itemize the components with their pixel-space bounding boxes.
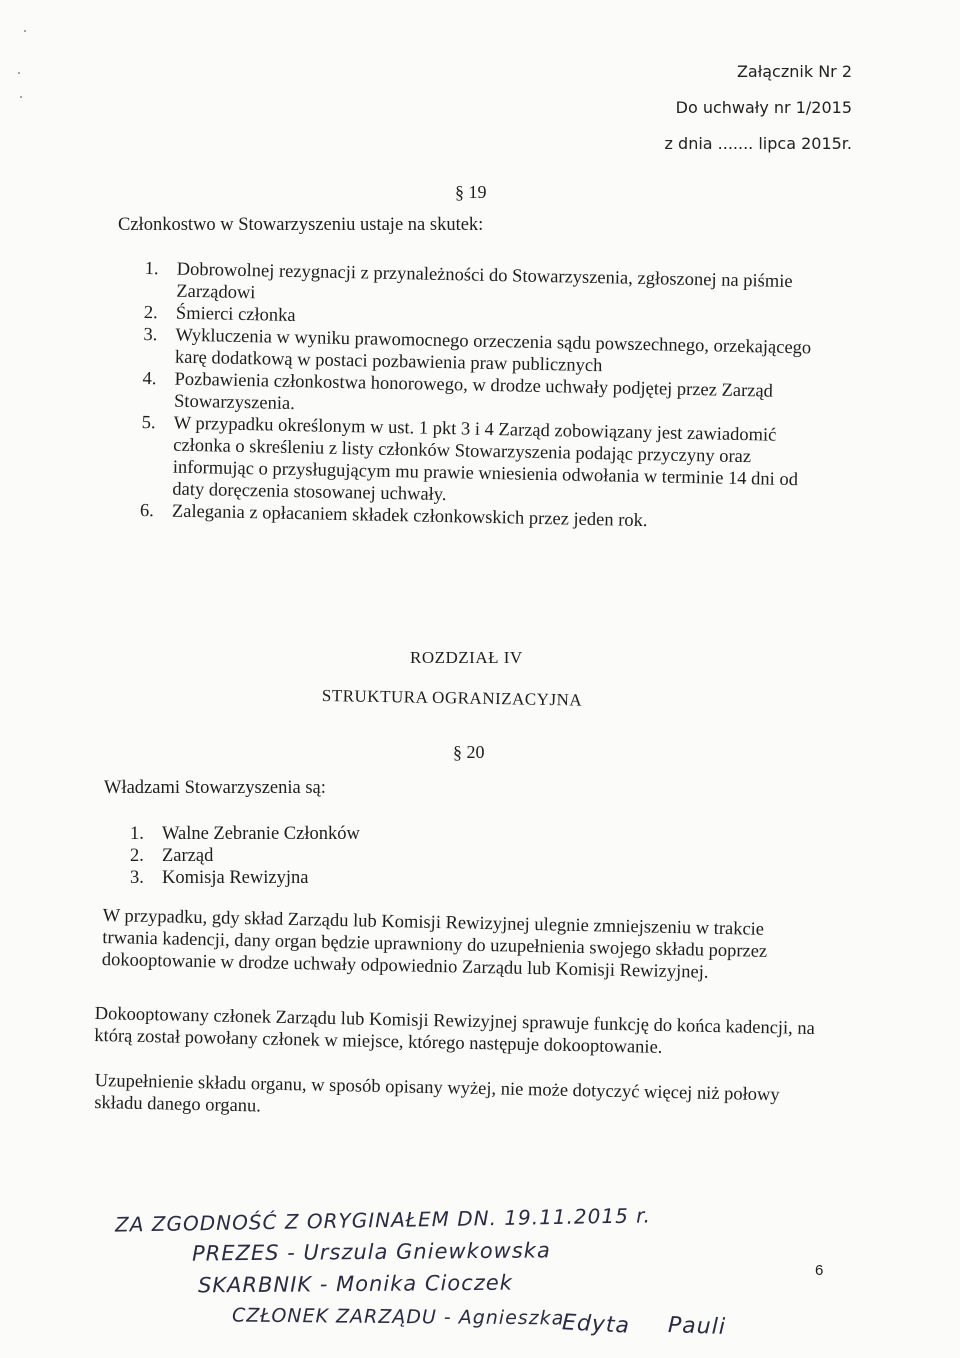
list-number: 4. <box>142 368 157 390</box>
section-20-list <box>130 823 530 889</box>
scan-speck <box>20 96 22 98</box>
list-text: Wykluczenia w wyniku prawomocnego orzeczenia sądu powszechnego, orzekającego karę dodatkową w postaci pozbawienia praw publicznych <box>174 325 812 377</box>
section-19-heading: § 19 <box>455 182 487 202</box>
list-text: Śmierci członka <box>175 303 296 327</box>
resolution-number: Do uchwały nr 1/2015 <box>675 98 852 117</box>
list-number: 2. <box>130 846 144 866</box>
chapter-title: ROZDZIAŁ IV <box>410 648 523 667</box>
paragraph-replacement: W przypadku, gdy skład Zarządu lub Komisji Rewizyjnej ulegnie zmniejszeniu w trakcie trwania kadencji, dany organ będzie uprawniony do uzupełnienia swojego składu poprzez dokooptowanie w drodze uchwały odpowiednio Zarządu lub Komisji Rewizyjnej. <box>101 905 768 983</box>
list-number: 3. <box>130 868 144 888</box>
page-number: 6 <box>815 1262 824 1279</box>
list-number: 6. <box>139 500 154 522</box>
list-text: Walne Zebranie Członków <box>162 824 360 844</box>
list-number: 1. <box>130 824 144 844</box>
list-item <box>130 867 530 889</box>
section-20-intro: Władzami Stowarzyszenia są: <box>104 778 326 798</box>
scan-speck <box>18 72 20 74</box>
handwritten-signature-board-member: CZŁONEK ZARZĄDU - Agnieszka <box>231 1304 565 1330</box>
handwritten-signature-president: PREZES - Urszula Gniewkowska <box>191 1238 551 1266</box>
paragraph-coopted-member: Dokooptowany członek Zarządu lub Komisji Rewizyjnej sprawuje funkcję do końca kadencji, na którą został powołany członek w miejsce, którego następuje dokooptowanie. <box>94 1003 816 1058</box>
list-item <box>130 823 530 845</box>
handwritten-signature-treasurer: SKARBNIK - Monika Cioczek <box>197 1270 513 1298</box>
section-19-intro: Członkostwo w Stowarzyszeniu ustaje na skutek: <box>118 215 484 235</box>
handwritten-certification: ZA ZGODNOŚĆ Z ORYGINAŁEM DN. 19.11.2015 r. <box>114 1203 652 1237</box>
scan-speck <box>24 30 26 32</box>
paragraph-limit: Uzupełnienie składu organu, w sposób opisany wyżej, nie może dotyczyć więcej niż połowy składu danego organu. <box>94 1070 780 1117</box>
handwritten-signature: Pauli <box>667 1312 727 1341</box>
list-text: Dobrowolnej rezygnacji z przynależności do Stowarzyszenia, zgłoszonej na piśmie Zarządowi <box>176 259 793 304</box>
list-item <box>140 412 817 514</box>
list-item <box>130 845 530 867</box>
section-20-heading: § 20 <box>453 742 485 762</box>
list-text: Zarząd <box>162 846 214 866</box>
list-text: Pozbawienia członkostwa honorowego, w drodze uchwały podjętej przez Zarząd Stowarzyszenia. <box>173 369 774 415</box>
list-text: Komisja Rewizyjna <box>162 868 309 888</box>
list-number: 5. <box>141 412 156 434</box>
section-19-list <box>140 258 820 535</box>
resolution-date: z dnia ....... lipca 2015r. <box>664 134 852 153</box>
list-text: Zalegania z opłacaniem składek członkowskich przez jeden rok. <box>171 501 648 532</box>
list-number: 3. <box>143 324 158 346</box>
list-text: W przypadku określonym w ust. 1 pkt 3 i 4 Zarząd zobowiązany jest zawiadomić członka o skreśleniu z listy członków Stowarzyszenia podając przyczyny oraz informując o przysługującym mu prawie wniesienia odwołania w terminie 14 dni od daty doręczenia stosowanej uchwały. <box>172 413 799 506</box>
list-number: 2. <box>143 302 158 324</box>
attachment-label: Załącznik Nr 2 <box>736 62 852 81</box>
chapter-subtitle: STRUKTURA OGRANIZACYJNA <box>321 686 583 710</box>
handwritten-signature: Edyta <box>561 1310 631 1339</box>
list-number: 1. <box>144 258 159 280</box>
